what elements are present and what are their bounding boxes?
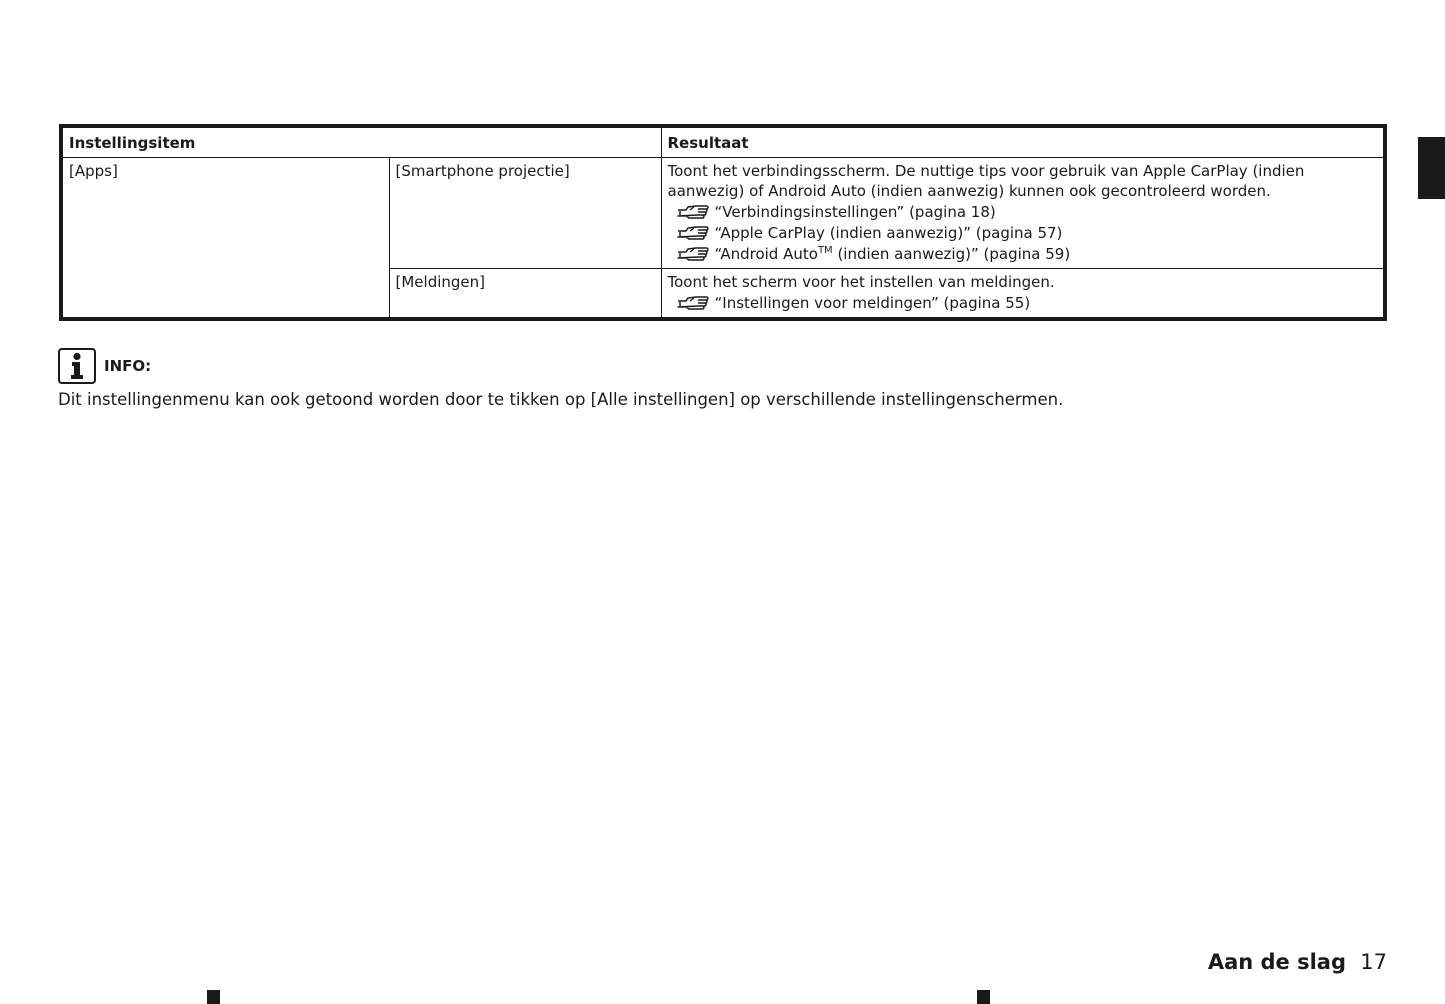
info-icon	[58, 348, 96, 384]
section-title: Aan de slag	[1207, 950, 1346, 974]
header-result: Resultaat	[661, 126, 1385, 158]
crop-mark	[207, 990, 220, 1004]
pointing-hand-icon	[676, 223, 710, 243]
ref-text-start: “Android Auto	[714, 244, 818, 263]
trademark-mark: TM	[817, 244, 833, 256]
page-reference[interactable]	[668, 222, 1378, 243]
page-reference-text	[715, 244, 1071, 264]
page-reference[interactable]	[668, 201, 1378, 222]
result-cell	[661, 158, 1385, 269]
page-reference-text: “Instellingen voor meldingen” (pagina 55)	[714, 293, 1031, 312]
result-text: Toont het scherm voor het instellen van meldingen.	[667, 273, 1055, 291]
info-note	[58, 348, 1063, 409]
item-cell: [Meldingen]	[389, 269, 661, 320]
table-row	[61, 158, 1385, 269]
header-item: Instellingsitem	[61, 126, 661, 158]
table-header-row	[61, 126, 1385, 158]
pointing-hand-icon	[676, 293, 710, 313]
settings-table	[59, 124, 1387, 321]
result-cell	[661, 269, 1385, 320]
page-reference-text: “Verbindingsinstellingen” (pagina 18)	[714, 202, 996, 221]
page-reference-text: “Apple CarPlay (indien aanwezig)” (pagina 57)	[714, 223, 1063, 242]
ref-text-end: (indien aanwezig)” (pagina 59)	[832, 244, 1071, 263]
info-text: Dit instellingenmenu kan ook getoond worden door te tikken op [Alle instellingen] op verschillende instellingenschermen.	[58, 390, 1064, 409]
info-header	[58, 348, 1063, 384]
page-number: 17	[1360, 950, 1387, 974]
pointing-hand-icon	[676, 202, 710, 222]
page-reference[interactable]	[668, 292, 1378, 313]
crop-mark	[977, 990, 990, 1004]
chapter-tab-marker	[1418, 137, 1445, 199]
result-text: Toont het verbindingsscherm. De nuttige tips voor gebruik van Apple CarPlay (indien aanwezig) of Android Auto (indien aanwezig) kunnen ook gecontroleerd worden.	[667, 162, 1305, 200]
item-cell: [Smartphone projectie]	[389, 158, 661, 269]
info-title: INFO:	[104, 357, 152, 375]
category-cell: [Apps]	[61, 158, 389, 320]
page-reference[interactable]	[668, 243, 1378, 264]
pointing-hand-icon	[676, 244, 710, 264]
